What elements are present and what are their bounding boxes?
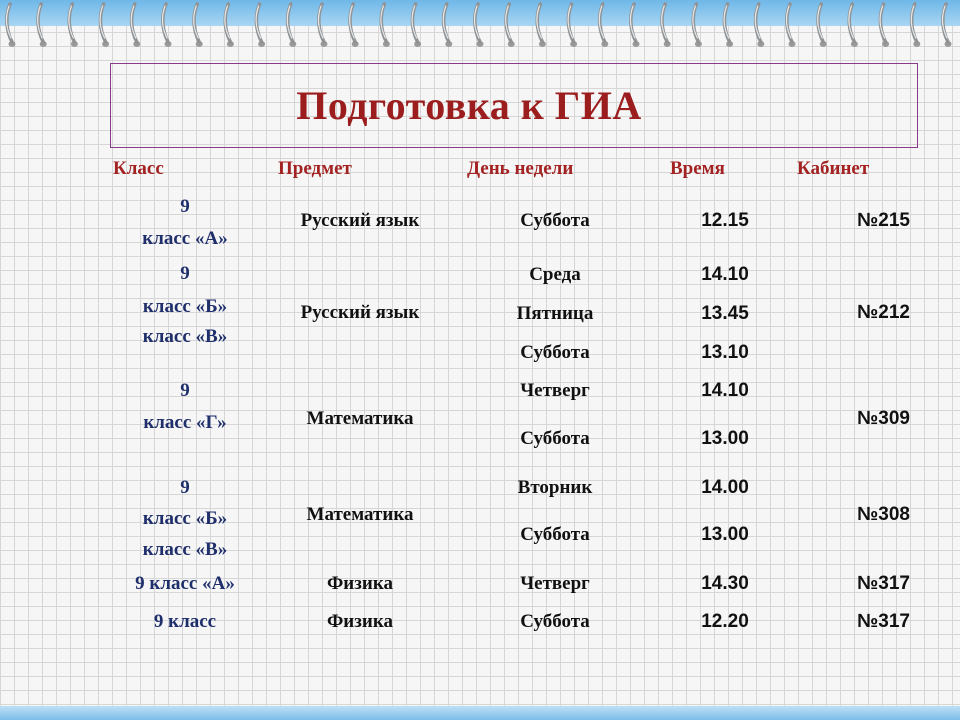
row6-class: 9 класс (153, 611, 217, 632)
row1-time1: 12.15 (701, 210, 749, 231)
row4-time1: 14.00 (701, 477, 749, 498)
binding-ring (163, 4, 172, 47)
row3-day2: Суббота (520, 428, 590, 449)
row6-day1: Суббота (520, 611, 590, 632)
row5-subject: Физика (326, 573, 393, 594)
row1-class-line2: класс «А» (142, 228, 228, 249)
row5-time1: 14.30 (701, 573, 749, 594)
row2-class-line2: класс «Б» (142, 296, 228, 317)
binding-ring (662, 4, 671, 47)
binding-ring (38, 4, 47, 47)
row2-subject: Русский язык (300, 302, 420, 323)
binding-ring (568, 4, 577, 47)
row1-subject: Русский язык (300, 210, 420, 231)
title-box (110, 63, 918, 148)
row2-time1: 14.10 (701, 264, 749, 285)
binding-ring (319, 4, 328, 47)
header-subject: Предмет (278, 158, 352, 179)
binding-ring (69, 4, 78, 47)
row6-room: №317 (857, 611, 910, 632)
binding-ring (225, 4, 234, 47)
binding-ring (100, 4, 109, 47)
row3-day1: Четверг (520, 380, 590, 401)
header-time: Время (670, 158, 725, 179)
row4-day2: Суббота (520, 524, 590, 545)
row2-day1: Среда (529, 264, 581, 285)
row4-time2: 13.00 (701, 524, 749, 545)
binding-ring (911, 4, 920, 47)
binding-ring (475, 4, 484, 47)
row1-class-line1: 9 (180, 196, 190, 217)
row4-subject: Математика (306, 504, 414, 525)
binding-ring (287, 4, 296, 47)
page-title: Подготовка к ГИА (296, 83, 642, 128)
row2-time3: 13.10 (701, 342, 749, 363)
binding-ring (412, 4, 421, 47)
binding-ring (350, 4, 359, 47)
row2-day3: Суббота (520, 342, 590, 363)
binding-ring (787, 4, 796, 47)
row2-room: №212 (857, 302, 910, 323)
row1-day1: Суббота (520, 210, 590, 231)
row3-class-line1: 9 (180, 380, 190, 401)
row4-room: №308 (857, 504, 910, 525)
row6-subject: Физика (326, 611, 393, 632)
row5-class: 9 класс «А» (135, 573, 235, 594)
row2-day2: Пятница (516, 303, 594, 324)
row4-class-line2: класс «Б» (142, 508, 228, 529)
binding-ring (131, 4, 140, 47)
binding-ring (631, 4, 640, 47)
spiral-binding (0, 0, 960, 50)
row3-time1: 14.10 (701, 380, 749, 401)
row5-room: №317 (857, 573, 910, 594)
binding-ring (7, 4, 16, 47)
binding-ring (506, 4, 515, 47)
row3-time2: 13.00 (701, 428, 749, 449)
binding-ring (381, 4, 390, 47)
header-day: День недели (467, 158, 574, 179)
row4-class-line3: класс «В» (142, 539, 228, 560)
binding-ring (943, 4, 952, 47)
binding-ring (537, 4, 546, 47)
binding-ring (880, 4, 889, 47)
header-class: Класс (113, 158, 164, 179)
row4-day1: Вторник (517, 477, 593, 498)
row3-room: №309 (857, 408, 910, 429)
binding-ring (724, 4, 733, 47)
binding-ring (693, 4, 702, 47)
header-room: Кабинет (797, 158, 870, 179)
binding-ring (818, 4, 827, 47)
row1-room: №215 (857, 210, 910, 231)
row2-class-line1: 9 (180, 263, 190, 284)
binding-ring (443, 4, 452, 47)
binding-ring (256, 4, 265, 47)
row2-class-line3: класс «В» (142, 326, 228, 347)
notebook-bottom-band (0, 706, 960, 720)
binding-ring (755, 4, 764, 47)
row3-subject: Математика (306, 408, 414, 429)
row3-class-line2: класс «Г» (143, 412, 227, 433)
row4-class-line1: 9 (180, 477, 190, 498)
row6-time1: 12.20 (701, 611, 749, 632)
row5-day1: Четверг (520, 573, 590, 594)
binding-ring (194, 4, 203, 47)
binding-ring (599, 4, 608, 47)
binding-ring (849, 4, 858, 47)
row2-time2: 13.45 (701, 303, 749, 324)
